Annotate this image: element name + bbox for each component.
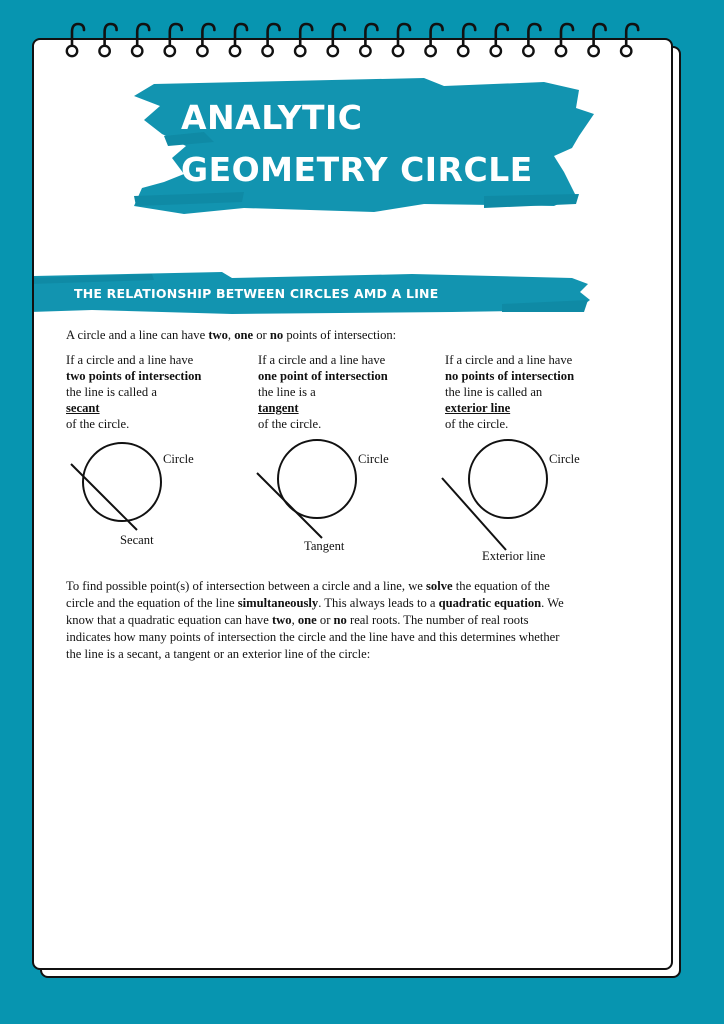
binding-ring	[67, 24, 84, 56]
binding-ring	[295, 24, 312, 56]
tangent-diagram	[257, 440, 389, 553]
binding-ring	[393, 24, 410, 56]
spiral-binding	[58, 18, 648, 60]
tangent-label: Tangent	[304, 539, 345, 553]
section-heading: THE RELATIONSHIP BETWEEN CIRCLES AMD A LINE	[74, 286, 439, 301]
binding-ring	[360, 24, 377, 56]
page-title	[181, 92, 533, 196]
tangent-circle-label: Circle	[358, 452, 389, 466]
secant-circle-label: Circle	[163, 452, 194, 466]
exterior-circle-label: Circle	[549, 452, 580, 466]
secant-circle	[83, 443, 161, 521]
secant-line	[71, 464, 137, 530]
binding-ring	[197, 24, 214, 56]
explanation-paragraph: To find possible point(s) of intersection between a circle and a line, we solve the equation of the circle and the equation of the line simultaneously. This always leads to a quadratic equation. We know that a quadratic equation can have two, one or no real roots. The number of real roots indicates how many points of intersection the circle and the line have and this determines whether the line is a secant, a tangent or an exterior line of the circle:	[66, 579, 564, 661]
exterior-line-term: exterior line	[445, 401, 511, 415]
title-line-1: ANALYTIC	[181, 98, 363, 137]
binding-ring	[425, 24, 442, 56]
intersection-diagrams	[34, 430, 671, 570]
binding-ring	[132, 24, 149, 56]
title-line-2: GEOMETRY CIRCLE	[181, 150, 533, 189]
exterior-circle	[469, 440, 547, 518]
tangent-description: If a circle and a line have one point of intersection the line is a tangent of the circle.	[258, 353, 388, 431]
exterior-line-description: If a circle and a line have no points of intersection the line is called an exterior line of the circle.	[445, 353, 575, 431]
binding-ring	[588, 24, 605, 56]
binding-ring	[458, 24, 475, 56]
binding-ring	[165, 24, 182, 56]
exterior-line	[442, 478, 506, 550]
binding-ring	[523, 24, 540, 56]
exterior-line-diagram	[442, 440, 580, 563]
secant-diagram	[71, 443, 194, 547]
notebook-page	[32, 38, 673, 970]
intro-text: A circle and a line can have two, one or no points of intersection:	[66, 328, 397, 342]
binding-ring	[262, 24, 279, 56]
binding-ring	[491, 24, 508, 56]
binding-ring	[556, 24, 573, 56]
exterior-line-label: Exterior line	[482, 549, 546, 563]
tangent-line	[257, 473, 322, 538]
binding-ring	[621, 24, 638, 56]
binding-ring	[328, 24, 345, 56]
binding-ring	[99, 24, 116, 56]
secant-term: secant	[66, 401, 100, 415]
tangent-term: tangent	[258, 401, 299, 415]
binding-ring	[230, 24, 247, 56]
secant-label: Secant	[120, 533, 154, 547]
secant-description: If a circle and a line have two points of intersection the line is called a secant of the circle.	[66, 353, 202, 431]
